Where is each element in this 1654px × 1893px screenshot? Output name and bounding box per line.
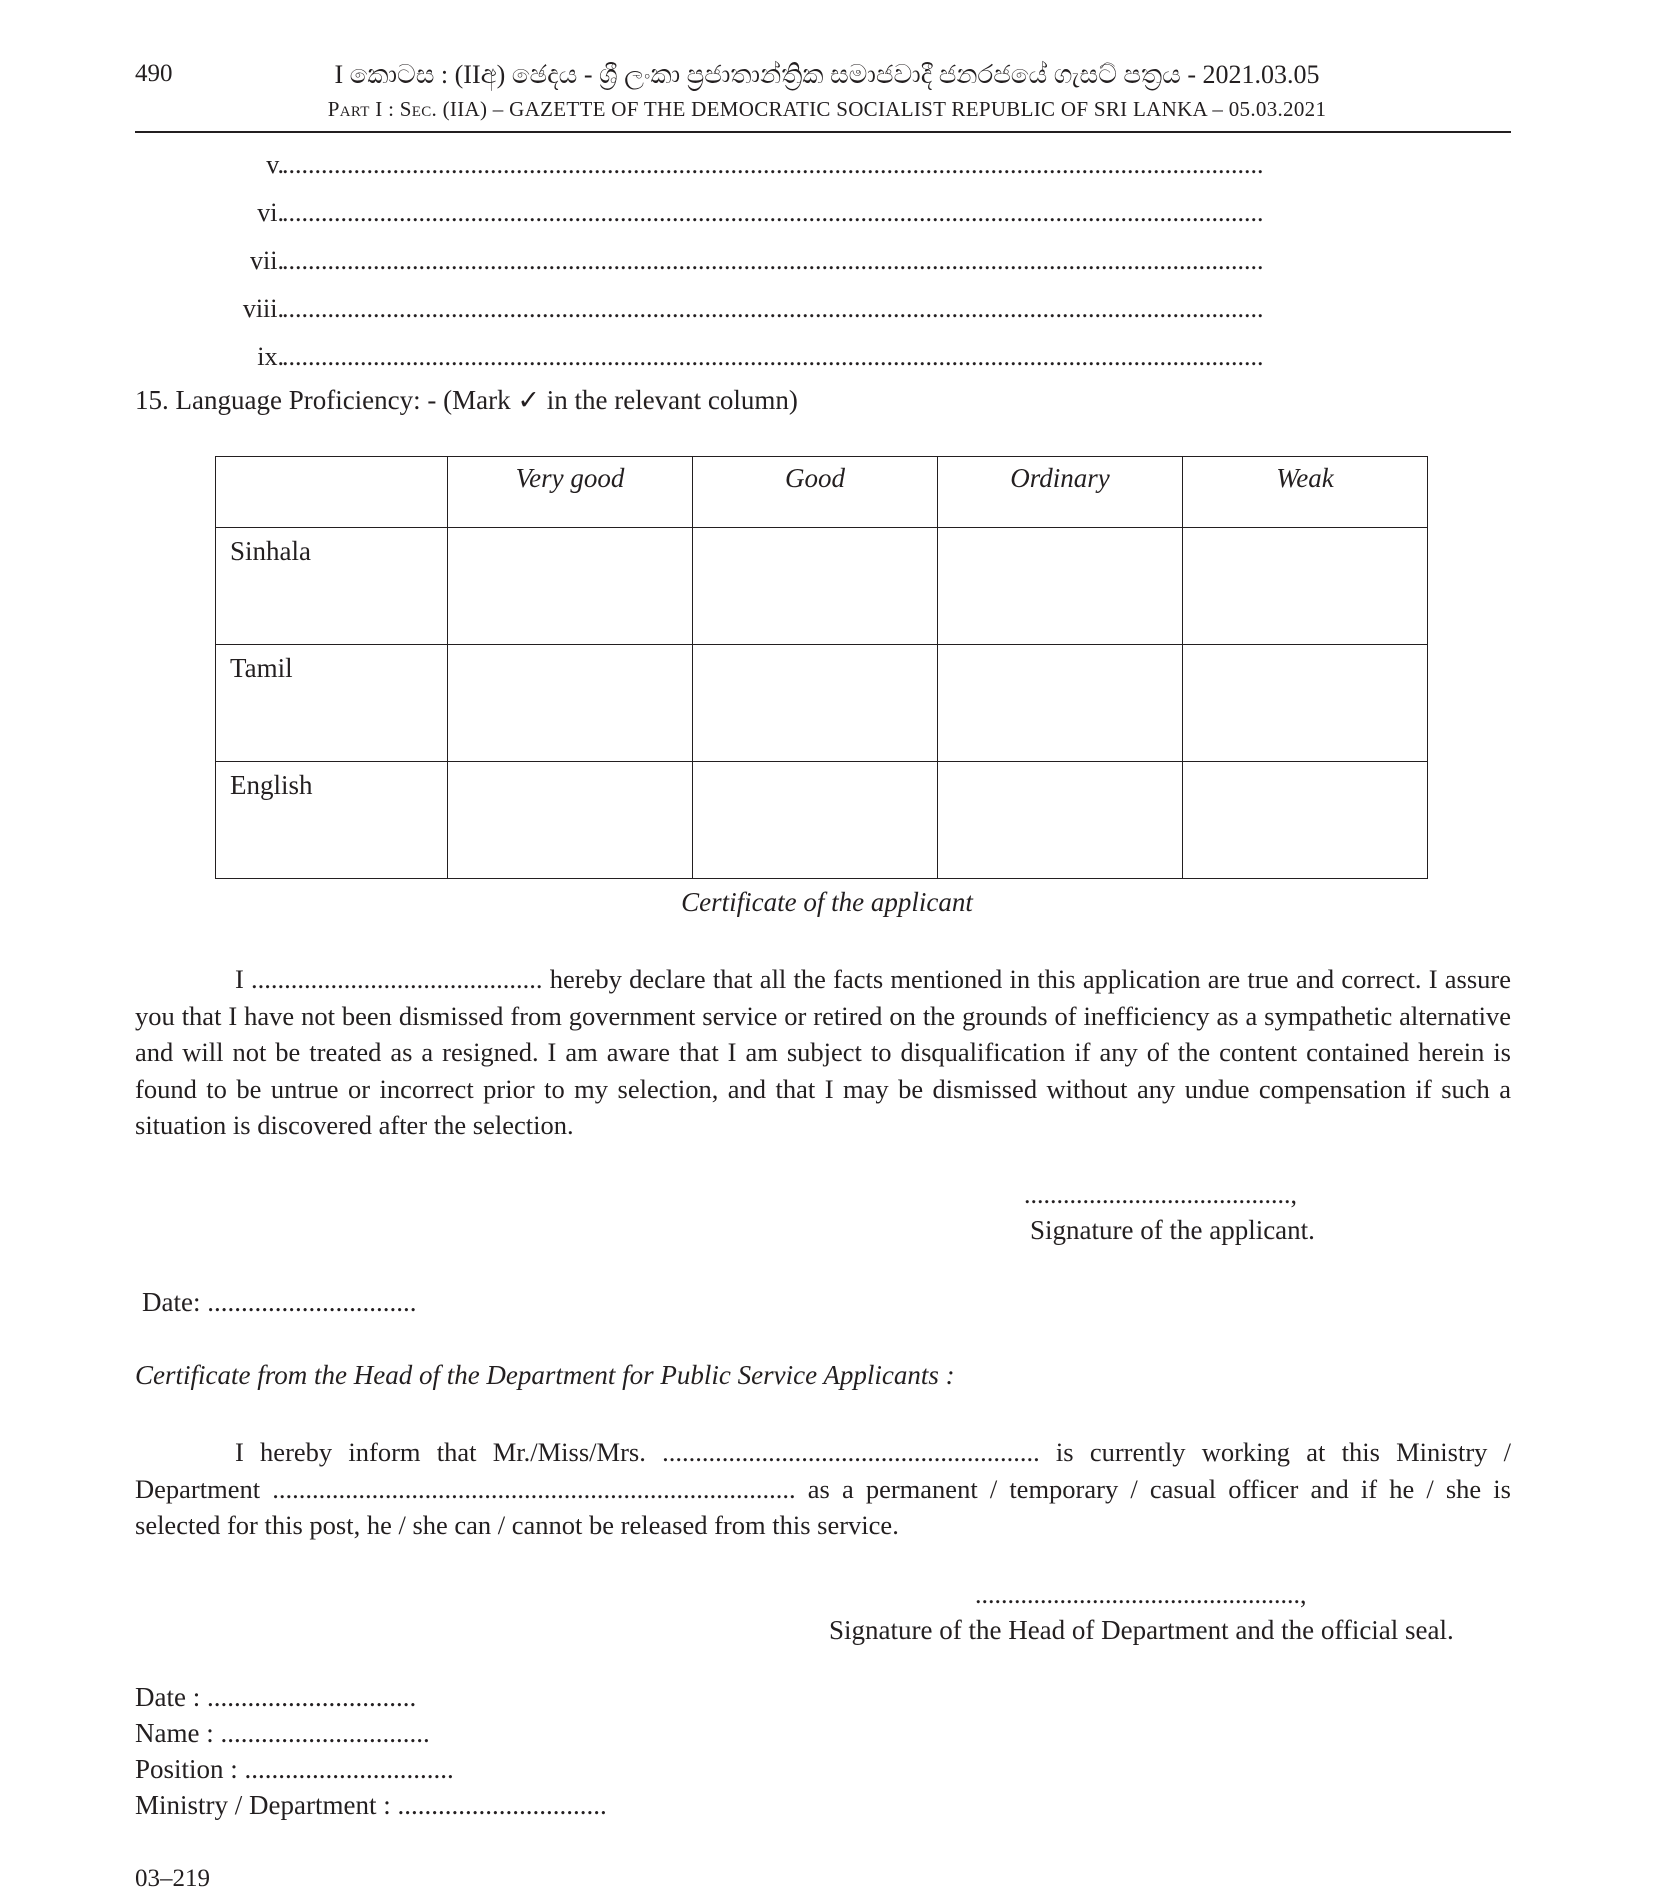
header-very-good: Very good [448, 457, 693, 528]
section-15-heading: 15. Language Proficiency: - (Mark ✓ in the relevant column) [135, 385, 798, 415]
cell-tamil-ordinary[interactable] [938, 645, 1183, 762]
head-date-field[interactable]: Date : ............................... [135, 1682, 417, 1712]
list-label: ix. [257, 342, 284, 371]
cell-sinhala-weak[interactable] [1183, 528, 1428, 645]
fill-line[interactable]: ....................................................................................................................................................... [282, 294, 1264, 323]
applicant-date-field[interactable]: Date: ............................... [142, 1287, 417, 1317]
header-ordinary: Ordinary [938, 457, 1183, 528]
head-certificate-title: Certificate from the Head of the Department for Public Service Applicants : [135, 1360, 955, 1390]
header-rule [135, 131, 1511, 133]
head-position-field[interactable]: Position : ............................... [135, 1754, 454, 1784]
row-label-english: English [216, 762, 448, 879]
list-label: v. [266, 150, 284, 179]
list-label: viii. [242, 294, 284, 323]
head-signature-line[interactable]: .................................................., [975, 1580, 1307, 1609]
table-row [216, 762, 1428, 879]
applicant-declaration-paragraph [135, 961, 1511, 1144]
head-signature-label: Signature of the Head of Department and the official seal. [829, 1615, 1454, 1645]
page-number: 490 [135, 60, 173, 87]
applicant-signature-label: Signature of the applicant. [1030, 1215, 1315, 1245]
header-weak: Weak [1183, 457, 1428, 528]
list-label: vi. [257, 198, 284, 227]
gazette-title-english: Part I : Sec. (IIA) – GAZETTE OF THE DEMOCRATIC SOCIALIST REPUBLIC OF SRI LANKA – 05.03.2021 [327, 97, 1327, 121]
cell-english-very-good[interactable] [448, 762, 693, 879]
applicant-signature-line[interactable]: ........................................., [1024, 1180, 1297, 1209]
cell-tamil-very-good[interactable] [448, 645, 693, 762]
header-cell-empty [216, 457, 448, 528]
header-good: Good [693, 457, 938, 528]
table-header-row [216, 457, 1428, 528]
applicant-certificate-title: Certificate of the applicant [681, 887, 973, 917]
cell-english-good[interactable] [693, 762, 938, 879]
fill-line[interactable]: ....................................................................................................................................................... [282, 246, 1264, 275]
cell-tamil-good[interactable] [693, 645, 938, 762]
footer-code: 03–219 [135, 1865, 210, 1892]
row-label-tamil: Tamil [216, 645, 448, 762]
fill-line[interactable]: ....................................................................................................................................................... [282, 342, 1264, 371]
row-label-sinhala: Sinhala [216, 528, 448, 645]
gazette-title-sinhala: I කොටස : (IIඅ) ඡෙදය - ශ්‍රී ලංකා ප්‍රජාතාන්ත්‍රික සමාජවාදී ජනරජයේ ගැසට් පත්‍රය - 2021.03.05 [334, 60, 1320, 89]
applicant-declaration-text: I ............................................ hereby declare that all the facts mentioned in this application are true and correct. I assure you that I have not been dismissed from government service or retired on the grounds of inefficiency as a sympathetic alternative and will not be treated as a resigned. I am aware that I am subject to disqualification if any of the content contained herein is found to be untrue or incorrect prior to my selection, and that I may be dismissed without any undue compensation if such a situation is discovered after the selection. [135, 964, 1511, 1140]
cell-english-weak[interactable] [1183, 762, 1428, 879]
head-ministry-field[interactable]: Ministry / Department : ............................... [135, 1790, 607, 1820]
list-label: vii. [250, 246, 284, 275]
cell-sinhala-good[interactable] [693, 528, 938, 645]
table-row [216, 528, 1428, 645]
head-certificate-paragraph [135, 1434, 1511, 1544]
cell-sinhala-very-good[interactable] [448, 528, 693, 645]
cell-english-ordinary[interactable] [938, 762, 1183, 879]
head-certificate-text: I hereby inform that Mr./Miss/Mrs. ......................................................... is currently working at this Ministry / Department ............................................................................... as a permanent / temporary / casual officer and if he / she is selected for this post, he / she can / cannot be released from this service. [135, 1437, 1511, 1540]
language-proficiency-table [215, 456, 1428, 879]
cell-tamil-weak[interactable] [1183, 645, 1428, 762]
head-name-field[interactable]: Name : ............................... [135, 1718, 430, 1748]
cell-sinhala-ordinary[interactable] [938, 528, 1183, 645]
fill-line[interactable]: ....................................................................................................................................................... [282, 198, 1264, 227]
fill-line[interactable]: ....................................................................................................................................................... [282, 150, 1264, 179]
table-row [216, 645, 1428, 762]
